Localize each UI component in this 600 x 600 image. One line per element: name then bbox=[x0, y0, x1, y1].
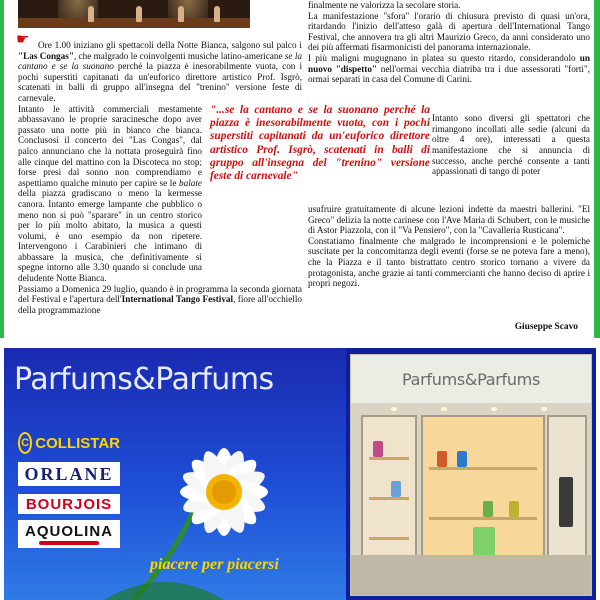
paragraph: Intanto sono diversi gli spettatori che rimangono incollati alle sedie (alcuni da oltre 4 ore), interessati a questa manifestazione che si annuncia di successo, anche perché consente a tanti appassionati di tango di poter bbox=[432, 113, 590, 177]
pointing-hand-icon: ☛ bbox=[16, 30, 30, 48]
paragraph: La manifestazione "sfora" l'orario di chiusura previsto di quasi un'ora, ritardando l'inizio dell'atteso galà di apertura dell'International Tango Festival, che annovera tra gli altri Maurizio Greco, da anni considerato uno dei più affermati fisarmonicisti del panorama internazionale. bbox=[308, 10, 590, 53]
divider bbox=[0, 338, 600, 348]
paragraph: finalmente ne valorizza la secolare storia. bbox=[308, 0, 461, 10]
article-column-right-bottom bbox=[308, 204, 590, 289]
author-signature: Giuseppe Scavo bbox=[514, 322, 578, 332]
ad-tagline: piacere per piacersi bbox=[150, 556, 279, 573]
article-column-right-top bbox=[308, 0, 590, 85]
paragraph: Ore 1.00 iniziano gli spettacoli della Notte Bianca, salgono sul palco i "Las Congas", che malgrado le coinvolgenti musiche latino-americane se la cantano e se la suonano perché la piazza è inesorabilmente vuota, con i pochi superstiti capitanati da un'euforico direttore artistico Prof. Isgrò, scatenati in balli di gruppo all'insegna del "trenino" versione feste di carnevale. bbox=[18, 40, 302, 103]
logo-aquolina: AQUOLINA bbox=[18, 520, 120, 548]
logo-orlane: ORLANE bbox=[18, 462, 120, 486]
advertisement bbox=[4, 348, 596, 600]
paragraph: Constatiamo finalmente che malgrado le incomprensioni e le polemiche suscitate per la concomitanza degli eventi (forse se ne poteva fare a meno), che la Piazza e il tanto bistrattato centro storico tornano a vivere da protagonista, anche grazie ai tanti commercianti che hanno deciso di aprire i propri negozi. bbox=[308, 235, 590, 289]
logo-collistar: C COLLISTAR bbox=[18, 432, 120, 454]
ad-left-panel bbox=[4, 348, 346, 600]
article-column-right-narrow bbox=[432, 104, 590, 186]
pull-quote: "...se la cantano e se la suonano perché la piazza è inesorabilmente vuota, con i pochi superstiti capitanati da un'euforico direttore artistico Prof. Isgrò, scatenati in balli di gruppo all'insegna del "trenino" versione feste di carnevale" bbox=[210, 104, 430, 183]
paragraph: usufruire gratuitamente di alcune lezioni indette da maestri ballerini. "El Greco" delizia la notte carinese con l'Ave Maria di Schubert, con le musiche di Astor Piazzola, con il "Va Pensiero", con la "Cavalleria Rusticana". bbox=[308, 204, 590, 236]
paragraph: Passiamo a Domenica 29 luglio, quando è in programma la seconda giornata del Festival e l'apertura dell'International Tango Festival, fiore all'occhiello della programmazione bbox=[18, 283, 302, 315]
shop-photo bbox=[350, 354, 592, 596]
ad-brand-title: Parfums&Parfums bbox=[14, 362, 274, 397]
logo-bourjois: BOURJOIS bbox=[18, 494, 120, 514]
concert-photo bbox=[18, 0, 250, 28]
paragraph: I più maligni mugugnano in platea su questo ritardo, considerandolo un nuovo "dispetto" nell'ormai vecchia diatriba tra i due assessorati "forti", ormai separati in casa del Comune di Carini. bbox=[308, 52, 590, 85]
paragraph: Intanto le attività commerciali mestamente abbassavano le proprie saracinesche dopo aver passato una notte più in bianco che bianca. Conclusosi il concerto dei "Las Congas", dal palco annunciano che la nottata proseguirà fino alle cinque del mattino con la Discoteca no stop; forse presi dal sonno non comprendiamo e aspettiamo qualche minuto per capire se le balate della piazza gradiscano o meno la kermesse canora. Intanto emerge lampante che pubblico o meno non si può "sparare" in un centro storico per lo più molto abitato, la musica a questi volumi, è uno esempio da non ripetere. Intervengono i Carabinieri che intimano di abbassare la musica, che definitivamente si spegne intorno alle 3.30 quando si conclude una deludente Notte Bianca. bbox=[18, 103, 202, 284]
shop-sign: Parfums&Parfums bbox=[351, 355, 591, 403]
page-edge-left bbox=[0, 0, 4, 338]
page-edge-right bbox=[594, 0, 600, 338]
